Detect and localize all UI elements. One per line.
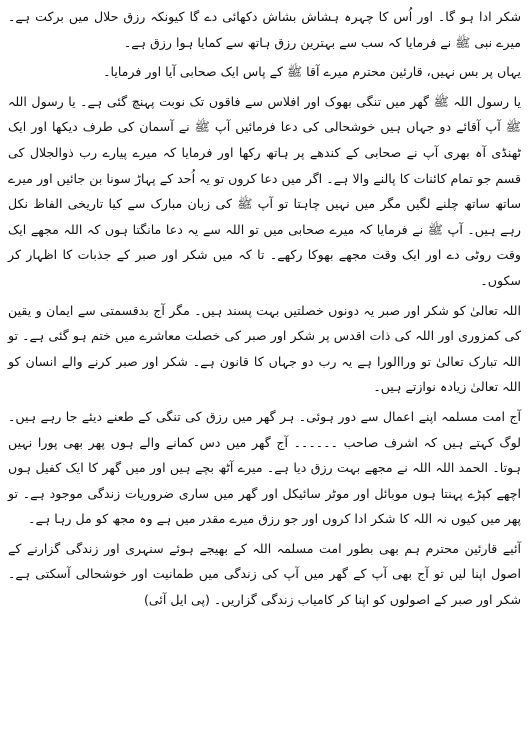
paragraph-1: شکر ادا ہو گا۔ اور اُس کا چہرہ ہشاش بشاش دکھائی دے گا کیونکہ رزق حلال میں برکت ہے۔ میرے نبی ﷺ نے فرمایا کہ سب سے بہترین رزق ہاتھ سے کمایا ہوا رزق ہے۔	[8, 9, 521, 50]
paragraph-6: آئیے قارئین محترم ہم بھی بطور امت مسلمہ اللہ کے بھیجے ہوئے سنہری اور زندگی گزارنے کے اصول اپنا لیں تو آج بھی آپ کے گھر میں آپ کی زندگی میں طمانیت اور خوشحالی آسکتی ہے۔ شکر اور صبر کے اصولوں کو اپنا کر کامیاب زندگی گزاریں۔ (پی ایل آئی)	[8, 540, 521, 608]
paragraph-2: یہاں پر بس نہیں، قارئین محترم میرے آقا ﷺ کے پاس ایک صحابی آیا اور فرمایا۔	[103, 64, 521, 80]
paragraph-4: اللہ تعالیٰ کو شکر اور صبر یہ دونوں خصلتیں بہت پسند ہیں۔ مگر آج بدقسمتی سے ایمان و یقین کی کمزوری اور اللہ کی ذات اقدس پر شکر اور صبر کی خصلت معاشرے میں ختم ہو گئی ہے۔ تو اللہ تبارک تعالیٰ تو وراالورا ہے یہ رب دو جہاں کا قانون ہے۔ شکر اور صبر کرنے والے انسان کو اللہ تعالیٰ زیادہ نوازتے ہیں۔	[8, 302, 521, 395]
paragraph-5: آج امت مسلمہ اپنے اعمال سے دور ہوئی۔ ہر گھر میں رزق کی تنگی کے طعنے دیئے جا رہے ہیں۔ لوگ کہتے ہیں کہ اشرف صاحب ۔۔۔۔۔۔ آج گھر میں دس کمانے والے ہوں پھر بھی پورا نہیں ہوتا۔ الحمد اللہ اللہ نے مجھے بہت رزق دیا ہے۔ میرے آٹھ بچے ہیں اور میں گھر کا ایک کفیل ہوں اچھے کپڑے پہنتا ہوں موبائل اور موٹر سائیکل اور گھر میں ساری ضروریات زندگی موجود ہے۔ تو پھر میں کیوں نہ اللہ کا شکر ادا کروں اور جو رزق میرے مقدر میں ہے وہ مجھ کو مل رہا ہے۔	[8, 408, 521, 527]
paragraph-3: یا رسول اللہ ﷺ گھر میں تنگی بھوک اور افلاس سے فاقوں تک نوبت پہنچ گئی ہے۔ یا رسول اللہ ﷺ آپ آقائے دو جہاں ہیں خوشحالی کی دعا فرمائیں آپ ﷺ نے آسمان کی طرف دیکھا اور ایک ٹھنڈی آہ بھری آپ نے صحابی کے کندھے پر ہاتھ رکھا اور فرمایا کہ میرے پیارے رب ذوالجلال کی قسم جو تمام کائنات کا پالنے والا ہے۔ اگر میں دعا کروں تو یہ اُحد کے پہاڑ سونا بن جائیں اور میرے ساتھ ساتھ چلنے لگیں مگر میں نہیں چاہتا تو آپ ﷺ کی زبان مبارک سے کیا تاریخی الفاظ نکل رہے ہیں۔ آپ ﷺ نے فرمایا کہ میرے صحابی میں تو اللہ سے یہ دعا مانگتا ہوں کہ اللہ مجھے ایک وقت روٹی دے اور ایک وقت مجھے بھوکا رکھے۔ تا کہ میں شکر اور صبر کے جذبات کا اظہار کر سکوں۔	[8, 93, 521, 288]
